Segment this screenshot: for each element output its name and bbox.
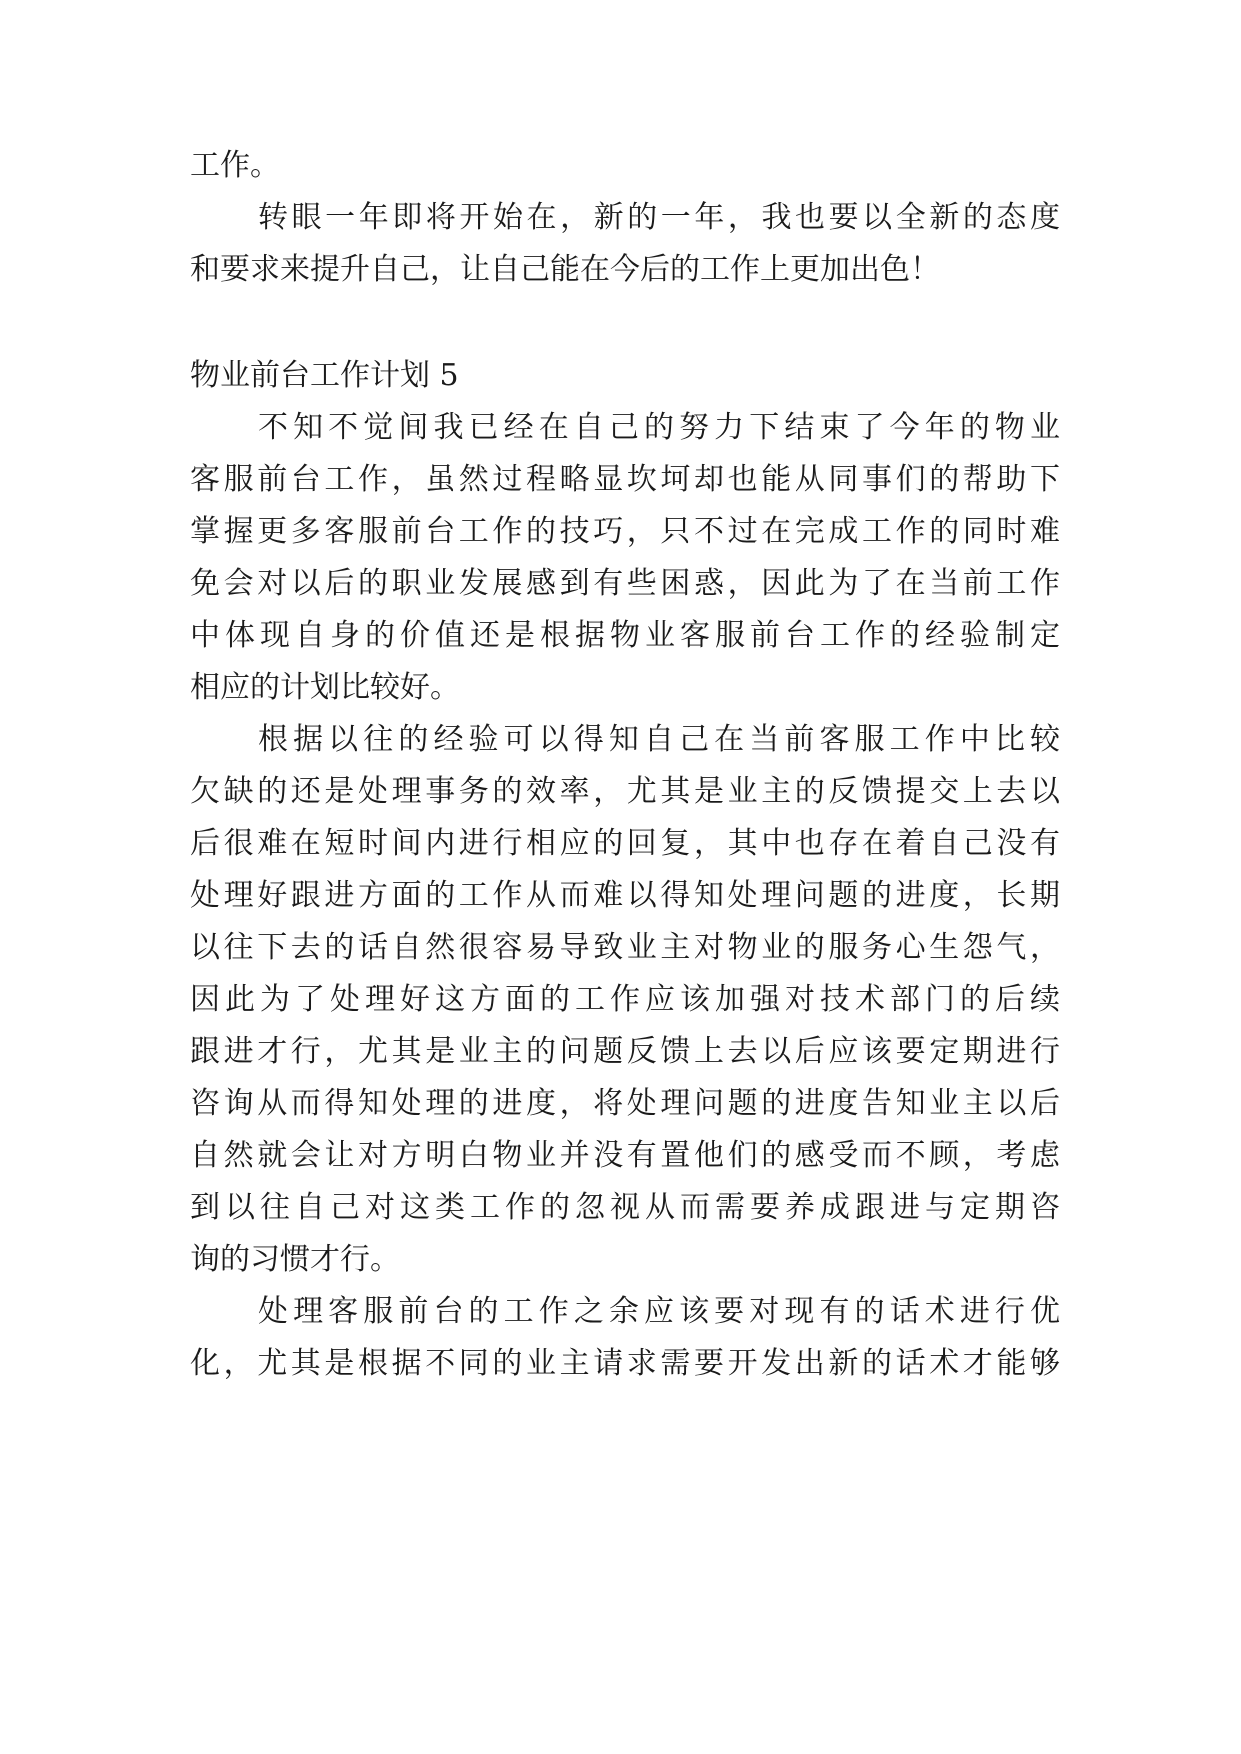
- paragraph-line: 跟进才行，尤其是业主的问题反馈上去以后应该要定期进行: [190, 1034, 1060, 1069]
- section-heading: 物业前台工作计划 5: [190, 358, 459, 393]
- paragraph-line: 不知不觉间我已经在自己的努力下结束了今年的物业: [258, 410, 1060, 445]
- paragraph-line: 处理客服前台的工作之余应该要对现有的话术进行优: [258, 1294, 1060, 1329]
- paragraph-line: 以往下去的话自然很容易导致业主对物业的服务心生怨气，: [190, 930, 1060, 965]
- paragraph-line: 自然就会让对方明白物业并没有置他们的感受而不顾，考虑: [190, 1138, 1060, 1173]
- paragraph-line: 化，尤其是根据不同的业主请求需要开发出新的话术才能够: [190, 1346, 1060, 1381]
- paragraph-line: 到以往自己对这类工作的忽视从而需要养成跟进与定期咨: [190, 1190, 1060, 1225]
- paragraph-line: 后很难在短时间内进行相应的回复，其中也存在着自己没有: [190, 826, 1060, 861]
- paragraph-line: 相应的计划比较好。: [190, 670, 460, 705]
- paragraph-line: 转眼一年即将开始在，新的一年，我也要以全新的态度: [258, 200, 1060, 235]
- paragraph-line: 根据以往的经验可以得知自己在当前客服工作中比较: [258, 722, 1060, 757]
- paragraph-line: 和要求来提升自己，让自己能在今后的工作上更加出色！: [190, 252, 940, 287]
- paragraph-line: 掌握更多客服前台工作的技巧，只不过在完成工作的同时难: [190, 514, 1060, 549]
- paragraph-line: 询的习惯才行。: [190, 1242, 400, 1277]
- paragraph-line: 咨询从而得知处理的进度，将处理问题的进度告知业主以后: [190, 1086, 1060, 1121]
- paragraph-line: 客服前台工作，虽然过程略显坎坷却也能从同事们的帮助下: [190, 462, 1060, 497]
- paragraph-line: 因此为了处理好这方面的工作应该加强对技术部门的后续: [190, 982, 1060, 1017]
- paragraph-line: 免会对以后的职业发展感到有些困惑，因此为了在当前工作: [190, 566, 1060, 601]
- paragraph-line: 中体现自身的价值还是根据物业客服前台工作的经验制定: [190, 618, 1060, 653]
- paragraph-line: 处理好跟进方面的工作从而难以得知处理问题的进度，长期: [190, 878, 1060, 913]
- paragraph-line: 欠缺的还是处理事务的效率，尤其是业主的反馈提交上去以: [190, 774, 1060, 809]
- paragraph-line: 工作。: [190, 148, 280, 183]
